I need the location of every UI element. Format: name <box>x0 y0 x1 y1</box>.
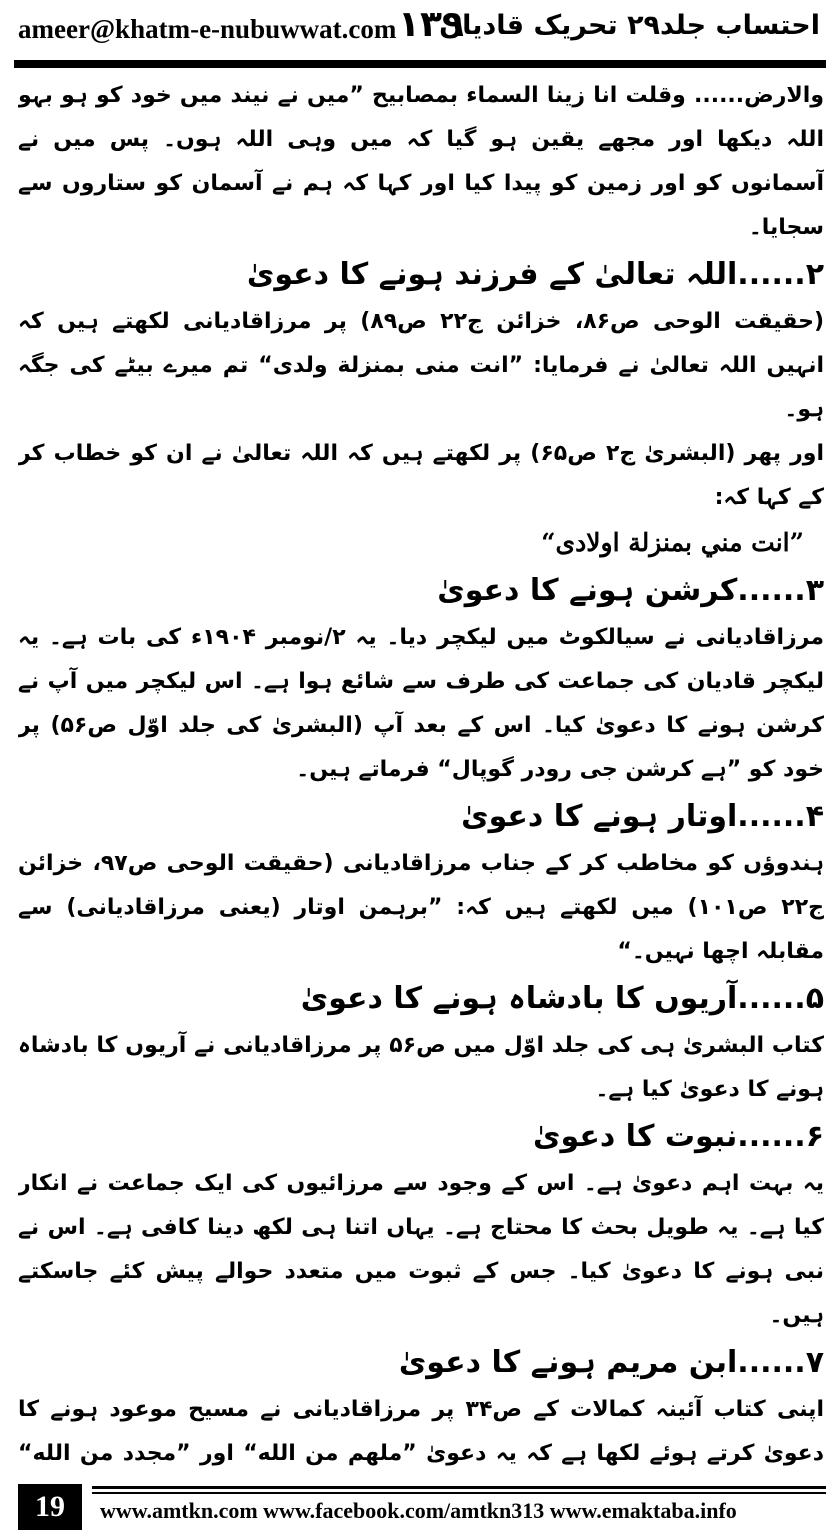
section-5-paragraph: کتاب البشریٰ ہی کی جلد اوّل میں ص۵۶ پر مرزاقادیانی نے آریوں کا بادشاہ ہونے کا دعویٰ کیا ہے۔ <box>18 1033 824 1102</box>
footer-rule <box>92 1486 826 1489</box>
footer-rule-thin <box>92 1492 826 1494</box>
section-7-paragraph: اپنی کتاب آئینہ کمالات کے ص۳۴ پر مرزاقادیانی نے مسیح موعود ہونے کا دعویٰ کرتے ہوئے لکھا ہے کہ یہ دعویٰ ”ملهم من الله“ اور ”مجدد من الله“ <box>18 1397 824 1466</box>
section-heading-5: ۵......آریوں کا بادشاہ ہونے کا دعویٰ <box>300 981 824 1016</box>
section-2-paragraph-b: اور پھر (البشریٰ ج۲ ص۶۵) پر لکھتے ہیں کہ اللہ تعالیٰ نے ان کو خطاب کر کے کہا کہ: <box>18 441 824 510</box>
footer-links: www.amtkn.com www.facebook.com/amtkn313 www.emaktaba.info <box>100 1498 737 1523</box>
header-rule <box>14 60 826 68</box>
header-title: احتساب جلد۲۹ تحریک قادیان <box>439 10 820 41</box>
page-body <box>18 74 824 1470</box>
section-heading-2: ۲......اللہ تعالیٰ کے فرزند ہونے کا دعویٰ <box>246 257 824 292</box>
section-2-paragraph-a: (حقیقت الوحی ص۸۶، خزائن ج۲۲ ص۸۹) پر مرزاقادیانی لکھتے ہیں کہ انہیں اللہ تعالیٰ نے فرمایا: ”انت منى بمنزلة ولدى“ تم میرے بیٹے کی جگہ ہو۔ <box>18 309 824 422</box>
section-heading-4: ۴......اوتار ہونے کا دعویٰ <box>461 799 824 834</box>
section-2-quote: ”انت مني بمنزلة اولادی“ <box>541 528 804 557</box>
section-3-paragraph: مرزاقادیانی نے سیالکوٹ میں لیکچر دیا۔ یہ ۲/نومبر ۱۹۰۴ء کی بات ہے۔ یہ لیکچر قادیان کی جماعت کی طرف سے شائع ہوا ہے۔ اس لیکچر میں آپ نے کرشن ہونے کا دعویٰ کیا۔ اس کے بعد آپ (البشریٰ کی جلد اوّل ص۵۶) پر خود کو ”ہے کرشن جی رودر گوپال“ فرماتے ہیں۔ <box>18 625 824 782</box>
page-footer <box>0 1478 840 1540</box>
section-heading-6: ۶......نبوت کا دعویٰ <box>533 1119 824 1154</box>
section-6-paragraph: یہ بہت اہم دعویٰ ہے۔ اس کے وجود سے مرزائیوں کی ایک جماعت نے انکار کیا ہے۔ یہ طویل بحث کا محتاج ہے۔ یہاں اتنا ہی لکھ دینا کافی ہے۔ اس نے نبی ہونے کا دعویٰ کیا۔ جس کے ثبوت میں متعدد حوالے پیش کئے جاسکتے ہیں۔ <box>18 1171 824 1328</box>
footer-page-number: 19 <box>18 1484 82 1530</box>
section-heading-7: ۷......ابن مریم ہونے کا دعویٰ <box>398 1345 824 1380</box>
header-email: ameer@khatm-e-nubuwwat.com <box>18 14 397 44</box>
intro-paragraph: والارض...... وقلت انا زينا السماء بمصابيح ”میں نے نیند میں خود کو ہو بہو اللہ دیکھا اور مجھے یقین ہو گیا کہ میں وہی اللہ ہوں۔ پس میں نے آسمانوں کو اور زمین کو پیدا کیا اور کہا کہ ہم نے آسمان کو ستاروں سے سجایا۔ <box>18 83 824 240</box>
section-4-paragraph: ہندوؤں کو مخاطب کر کے جناب مرزاقادیانی (حقیقت الوحی ص۹۷، خزائن ج۲۲ ص۱۰۱) میں لکھتے ہیں کہ: ”برہمن اوتار (یعنی مرزاقادیانی) سے مقابلہ اچھا نہیں۔“ <box>18 851 824 964</box>
header-page-number: ۱۳۹ <box>398 4 464 45</box>
section-heading-3: ۳......کرشن ہونے کا دعویٰ <box>437 573 824 608</box>
